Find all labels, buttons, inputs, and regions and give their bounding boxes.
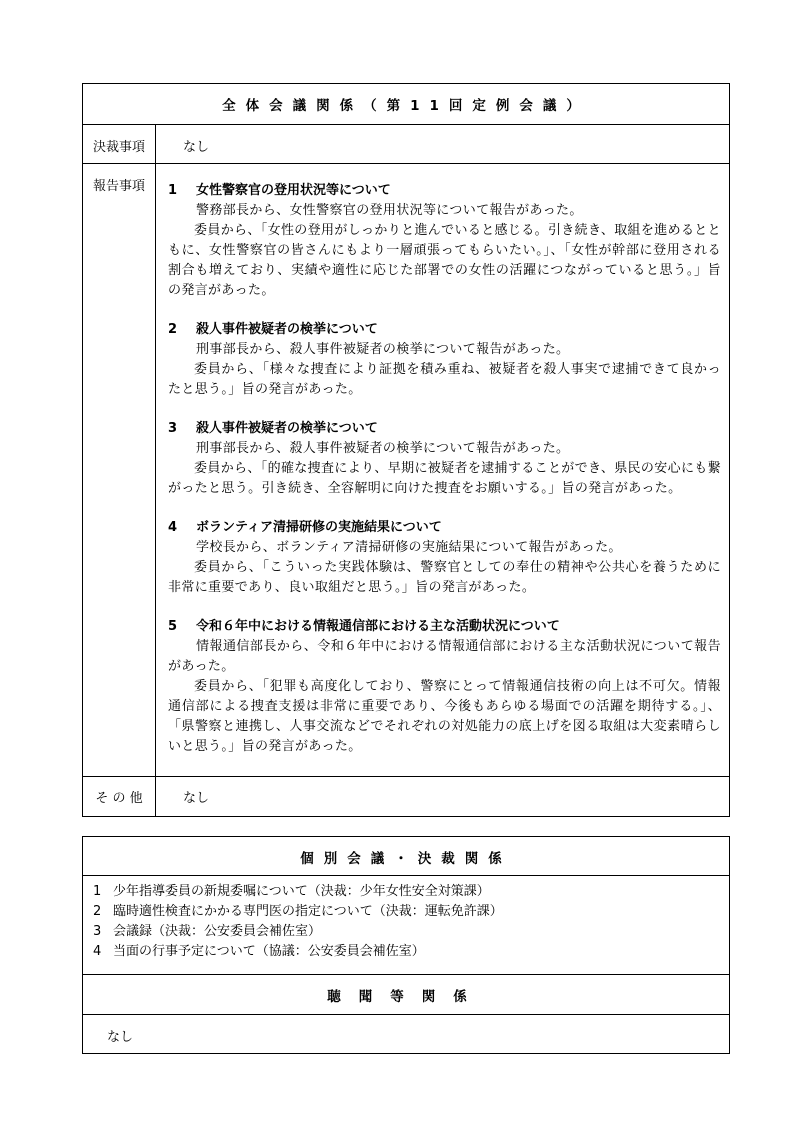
list-item-number: 2 — [93, 904, 102, 919]
report-item-number: 5 — [168, 619, 178, 634]
report-item-heading — [168, 518, 721, 538]
report-item-title: 令和６年中における情報通信部における主な活動状況について — [196, 619, 560, 634]
report-paragraph: 刑事部長から、殺人事件被疑者の検挙について報告があった。 — [196, 441, 570, 456]
report-paragraph: 刑事部長から、殺人事件被疑者の検挙について報告があった。 — [196, 342, 570, 357]
report-item-heading — [168, 617, 721, 637]
row-divider — [83, 163, 729, 164]
list-item-number: 3 — [93, 924, 102, 939]
report-item — [168, 320, 721, 400]
report-items — [168, 181, 721, 776]
individual-meeting-title: 個別会議・決裁関係 — [300, 851, 512, 867]
report-item-number: 2 — [168, 322, 178, 337]
list-item-text: 少年指導委員の新規委嘱について（決裁：少年女性安全対策課） — [113, 884, 490, 899]
row-divider — [83, 875, 729, 876]
row-divider — [83, 776, 729, 777]
report-label: 報告事項 — [92, 179, 145, 194]
label-column-divider — [155, 124, 156, 816]
list-item — [93, 942, 503, 962]
report-item — [168, 181, 721, 301]
individual-meeting-table — [82, 836, 730, 1054]
report-paragraph: 情報通信部長から、令和６年中における情報通信部における主な活動状況について報告があった。 — [168, 639, 721, 674]
list-item-text: 会議録（決裁：公安委員会補佐室） — [113, 924, 322, 939]
report-item-title: 女性警察官の登用状況等について — [196, 183, 391, 198]
list-item — [93, 902, 503, 922]
report-item-number: 1 — [168, 183, 178, 198]
section-divider — [83, 974, 729, 975]
report-paragraph: 委員から、「様々な捜査により証拠を積み重ね、被疑者を殺人事実で逮捕できて良かったと思う。」旨の発言があった。 — [168, 362, 721, 397]
report-item-title: 殺人事件被疑者の検挙について — [196, 322, 378, 337]
report-item — [168, 419, 721, 499]
report-paragraph: 警務部長から、女性警察官の登用状況等について報告があった。 — [196, 203, 583, 218]
report-item-title: 殺人事件被疑者の検挙について — [196, 421, 378, 436]
list-item-number: 4 — [93, 944, 102, 959]
report-paragraph: 学校長から、ボランティア清掃研修の実施結果について報告があった。 — [196, 540, 622, 555]
decision-value: なし — [183, 140, 210, 155]
individual-meeting-list — [93, 882, 503, 962]
other-label: そ の 他 — [95, 791, 143, 806]
report-paragraph: 委員から、「的確な捜査により、早期に被疑者を逮捕することができ、県民の安心にも繋がったと思う。引き続き、全容解明に向けた捜査をお願いする。」旨の発言があった。 — [168, 461, 721, 496]
report-item-heading — [168, 320, 721, 340]
row-divider — [83, 1014, 729, 1015]
other-value: なし — [183, 791, 210, 806]
report-item — [168, 617, 721, 757]
general-meeting-table — [82, 83, 730, 817]
list-item-number: 1 — [93, 884, 102, 899]
report-item — [168, 518, 721, 598]
list-item — [93, 922, 503, 942]
row-divider — [83, 124, 729, 125]
list-item-text: 当面の行事予定について（協議：公安委員会補佐室） — [113, 944, 425, 959]
report-paragraph: 委員から、「女性の登用がしっかりと進んでいると感じる。引き続き、取組を進めるとともに、女性警察官の皆さんにもより一層頑張ってもらいたい。」、「女性が幹部に登用される割合も増えており、実績や適性に応じた部署での女性の活躍につながっていると思う。」旨の発言があった。 — [168, 223, 721, 298]
decision-label: 決裁事項 — [92, 140, 145, 155]
list-item-text: 臨時適性検査にかかる専門医の指定について（決裁：運転免許課） — [113, 904, 503, 919]
report-item-number: 4 — [168, 520, 178, 535]
report-paragraph: 委員から、「こういった実践体験は、警察官としての奉仕の精神や公共心を養うために非常に重要であり、良い取組だと思う。」旨の発言があった。 — [168, 560, 721, 595]
report-item-heading — [168, 181, 721, 201]
report-paragraph: 委員から、「犯罪も高度化しており、警察にとって情報通信技術の向上は不可欠。情報通信部による捜査支援は非常に重要であり、今後もあらゆる場面での活躍を期待する。」、「県警察と連携し、人事交流などでそれぞれの対処能力の底上げを図る取組は大変素晴らしいと思う。」旨の発言があった。 — [168, 679, 721, 754]
list-item — [93, 882, 503, 902]
report-item-title: ボランティア清掃研修の実施結果について — [196, 520, 442, 535]
general-meeting-title: 全体会議関係（第11回定例会議） — [222, 98, 590, 114]
hearing-value: なし — [107, 1030, 134, 1045]
report-item-number: 3 — [168, 421, 178, 436]
hearing-title: 聴聞等関係 — [327, 989, 485, 1005]
report-item-heading — [168, 419, 721, 439]
